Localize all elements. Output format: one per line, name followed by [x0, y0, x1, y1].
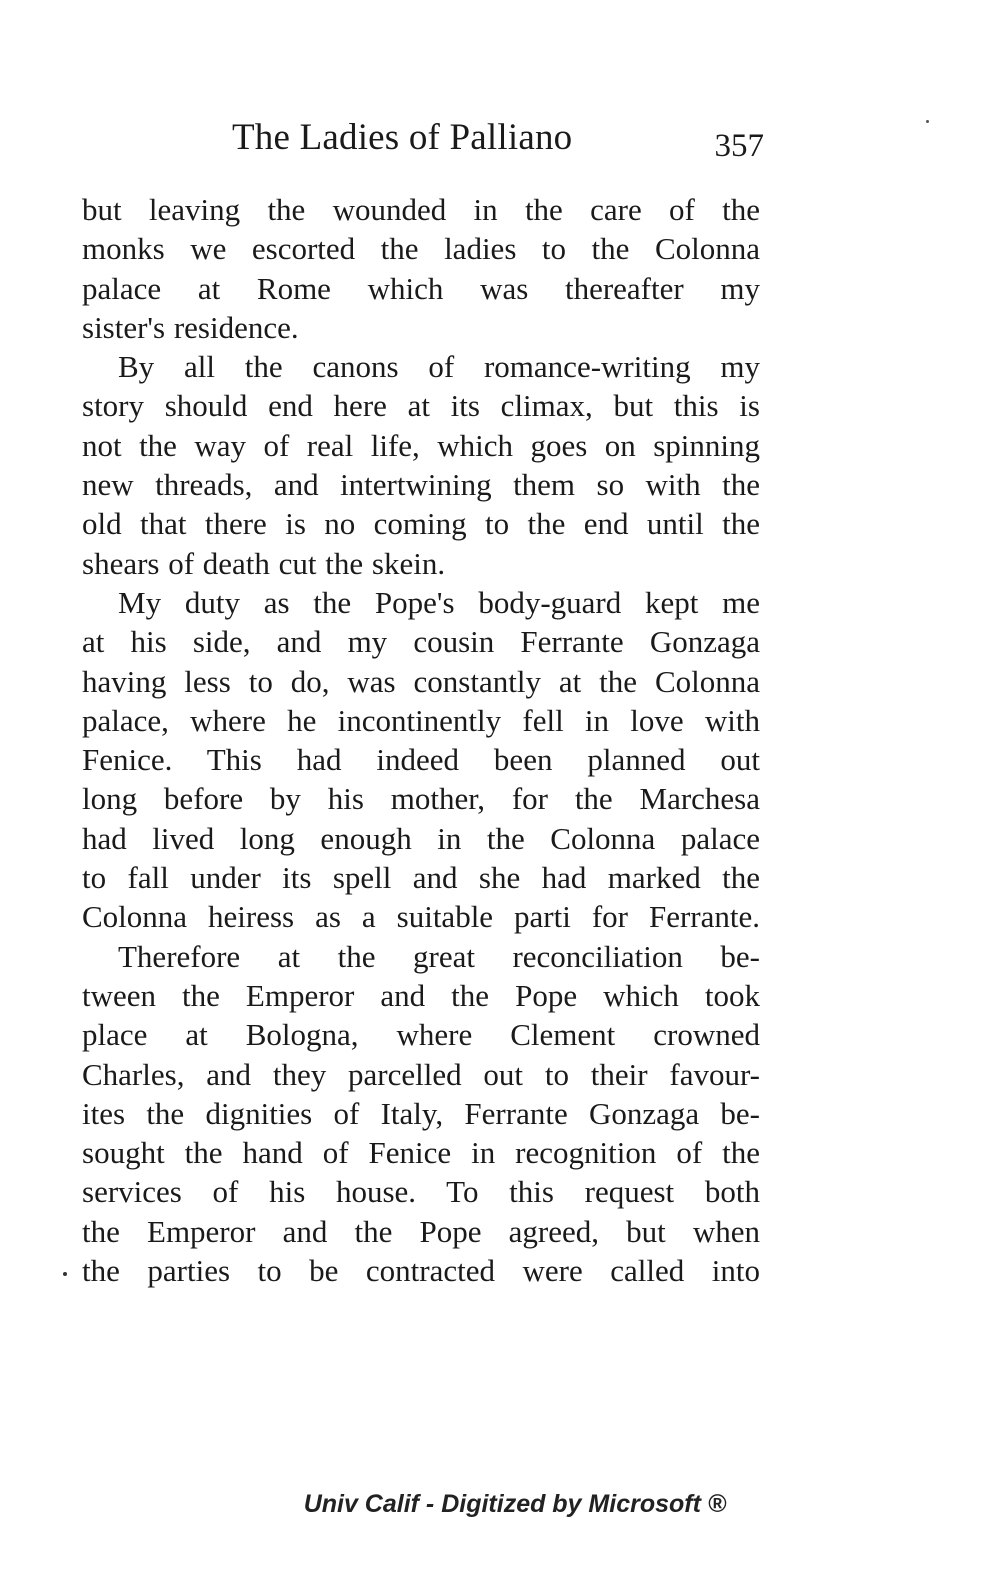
- text-line: but leaving the wounded in the care of the: [82, 192, 760, 227]
- text-line: Colonna heiress as a suitable parti for Ferrante.: [82, 899, 760, 935]
- margin-dot: [63, 1272, 67, 1276]
- page-body: [82, 190, 760, 1290]
- text-line: at his side, and my cousin Ferrante Gonzaga: [82, 624, 760, 660]
- digitization-watermark: Univ Calif - Digitized by Microsoft ®: [303, 1490, 727, 1518]
- text-line: story should end here at its climax, but this is: [82, 388, 760, 424]
- text-line: Charles, and they parcelled out to their favour-: [82, 1056, 760, 1092]
- paragraph-start-line: By all the canons of romance-writing my: [118, 349, 760, 385]
- paragraph-start-line: My duty as the Pope's body-guard kept me: [118, 584, 760, 620]
- text-line: ites the dignities of Italy, Ferrante Gonzaga be-: [82, 1095, 760, 1131]
- text-line: shears of death cut the skein.: [82, 545, 446, 581]
- text-line: the parties to be contracted were called into: [82, 1253, 760, 1289]
- text-line: new threads, and intertwining them so with the: [82, 467, 760, 503]
- text-line: long before by his mother, for the Marchesa: [82, 781, 760, 817]
- text-line: monks we escorted the ladies to the Colonna: [82, 231, 760, 267]
- text-line: having less to do, was constantly at the Colonna: [82, 663, 760, 699]
- text-line: old that there is no coming to the end until the: [82, 506, 760, 542]
- text-line: services of his house. To this request both: [82, 1174, 760, 1210]
- text-line: sought the hand of Fenice in recognition of the: [82, 1135, 760, 1171]
- running-title: The Ladies of Palliano: [232, 117, 573, 158]
- page-number: 357: [714, 128, 764, 164]
- paragraph-start-line: Therefore at the great reconciliation be-: [118, 938, 760, 974]
- text-line: had lived long enough in the Colonna palace: [82, 820, 760, 856]
- scan-speck: [926, 120, 929, 123]
- text-line: the Emperor and the Pope agreed, but when: [82, 1213, 760, 1249]
- text-line: palace, where he incontinently fell in love with: [82, 702, 760, 738]
- text-line: place at Bologna, where Clement crowned: [82, 1017, 760, 1053]
- text-line: tween the Emperor and the Pope which took: [82, 977, 760, 1013]
- text-line: Fenice. This had indeed been planned out: [82, 742, 760, 778]
- text-line: not the way of real life, which goes on spinning: [82, 427, 760, 463]
- page-header: [232, 112, 764, 164]
- text-line: palace at Rome which was thereafter my: [82, 270, 760, 306]
- text-line: to fall under its spell and she had marked the: [82, 860, 760, 896]
- digitization-footer: [0, 1488, 1000, 1520]
- text-line: sister's residence.: [82, 309, 299, 345]
